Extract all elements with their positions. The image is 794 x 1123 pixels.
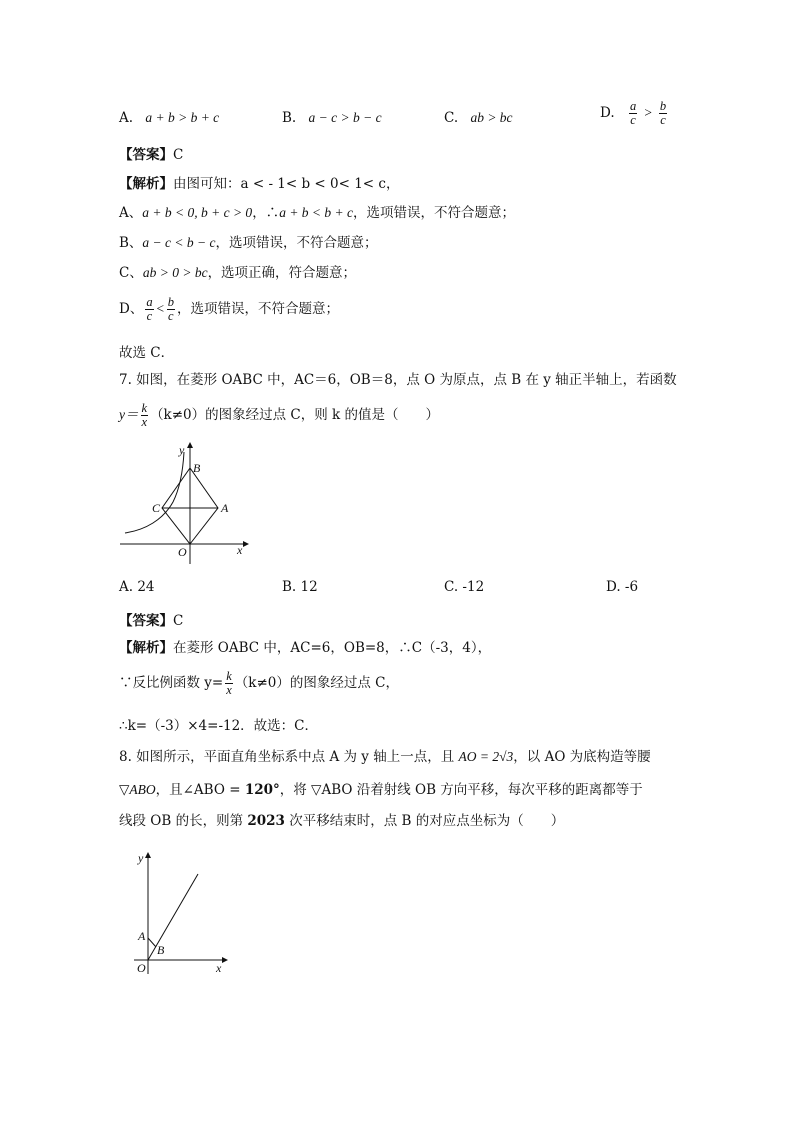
- q7-func-frac: $\frac{k}{x}$: [141, 401, 148, 429]
- q7-analysis-frac: $\frac{k}{x}$: [226, 669, 232, 697]
- q7-option-b: B. 12: [282, 579, 318, 595]
- answer-label: 【答案】: [119, 613, 173, 629]
- q8-label-y: y: [138, 851, 144, 865]
- q8-stem-line3: 线段 OB 的长，则第 2023 次平移结束时，点 B 的对应点坐标为（ ）: [119, 813, 565, 829]
- q8-stem-line1: 8. 如图所示，平面直角坐标系中点 A 为 y 轴上一点，且 AO = 2√3，以 AO 为底构造等腰: [119, 749, 651, 765]
- q8-label-b: B: [157, 943, 165, 957]
- q6-conclusion: 故选 C．: [119, 345, 175, 361]
- q8-x-axis-arrow: [222, 957, 228, 963]
- q6-option-c-expr: ab > bc: [470, 110, 513, 125]
- q7-option-a: A. 24: [119, 579, 155, 595]
- q7-label-y: y: [179, 443, 185, 457]
- q8-label-o: O: [137, 961, 146, 975]
- analysis-text: 由图可知：a < - 1< b < 0< 1< c，: [173, 176, 400, 192]
- q8-figure: [128, 848, 238, 976]
- q6-line-d-frac2: $\frac{b}{c}$: [167, 295, 174, 323]
- analysis-label: 【解析】: [119, 640, 173, 656]
- q6-option-d: D. $\frac{a}{c}$ > $\frac{b}{c}$: [600, 99, 667, 127]
- answer-value: C: [173, 147, 184, 163]
- q8-label-x: x: [216, 961, 222, 975]
- q7-x-axis-arrow: [243, 541, 249, 547]
- answer-value: C: [173, 613, 184, 629]
- q7-analysis-line2: ∵反比例函数 y= $\frac{k}{x}$ （k≠0）的图象经过点 C，: [119, 669, 399, 697]
- q6-option-b-expr: a − c > b − c: [308, 110, 382, 125]
- q6-line-d-frac1: $\frac{a}{c}$: [146, 295, 153, 323]
- q6-option-a: [119, 108, 219, 128]
- analysis-label: 【解析】: [119, 176, 173, 192]
- q7-figure: [115, 440, 255, 565]
- q7-label-o: O: [178, 545, 187, 559]
- q6-option-d-frac1: $\frac{a}{c}$: [629, 99, 637, 127]
- q6-option-c-letter: C.: [444, 110, 459, 126]
- q7-label-x: x: [237, 543, 243, 557]
- q7-hyperbola-curve: [125, 452, 184, 533]
- q7-analysis-line3: ∴k=（-3）×4=-12．故选：C．: [119, 718, 319, 734]
- q7-label-a: A: [221, 501, 229, 515]
- q6-option-b: [282, 108, 382, 128]
- q7-analysis-line1: 【解析】在菱形 OABC 中，AC=6，OB=8，∴C（-3，4），: [119, 640, 492, 656]
- q6-option-d-letter: D.: [600, 105, 615, 121]
- q7-y-axis-arrow: [187, 442, 193, 448]
- q8-stem-line2: ▽ABO，且∠ABO = 120°，将 ▽ABO 沿着射线 OB 方向平移，每次平移的距离都等于: [119, 782, 643, 798]
- q8-y-axis-arrow: [145, 852, 151, 858]
- q6-option-a-expr: a + b > b + c: [145, 110, 220, 125]
- q7-stem-line1: 7. 如图，在菱形 OABC 中，AC＝6，OB＝8，点 O 为原点，点 B 在 y 轴正半轴上，若函数: [119, 372, 677, 388]
- q6-option-c: [444, 108, 513, 128]
- q6-option-d-frac2: $\frac{b}{c}$: [659, 99, 667, 127]
- q7-answer: [119, 611, 183, 631]
- q7-option-d: D. -6: [606, 579, 639, 595]
- q6-line-c: C、ab > 0 > bc，选项正确，符合题意；: [119, 265, 357, 281]
- q6-answer: [119, 145, 183, 165]
- q6-option-b-letter: B.: [282, 110, 297, 126]
- q7-option-c: C. -12: [444, 579, 485, 595]
- q6-line-a: A、a + b < 0, b + c > 0，∴a + b < b + c，选项错误，不符合题意；: [119, 205, 516, 221]
- q8-segment-ab: [148, 938, 156, 947]
- q7-label-b: B: [193, 461, 201, 475]
- q6-line-d: D、 $\frac{a}{c}$ < $\frac{b}{c}$ ，选项错误，不符合题意；: [119, 295, 339, 323]
- q6-analysis: [119, 174, 399, 194]
- q6-option-a-letter: A.: [119, 110, 134, 126]
- answer-label: 【答案】: [119, 147, 173, 163]
- q6-line-b: B、a − c < b − c，选项错误，不符合题意；: [119, 235, 378, 251]
- q7-label-c: C: [152, 501, 161, 515]
- q7-stem-line2: y＝ $\frac{k}{x}$ （k≠0）的图象经过点 C，则 k 的值是（ ）: [119, 401, 440, 429]
- q8-label-a: A: [138, 929, 146, 943]
